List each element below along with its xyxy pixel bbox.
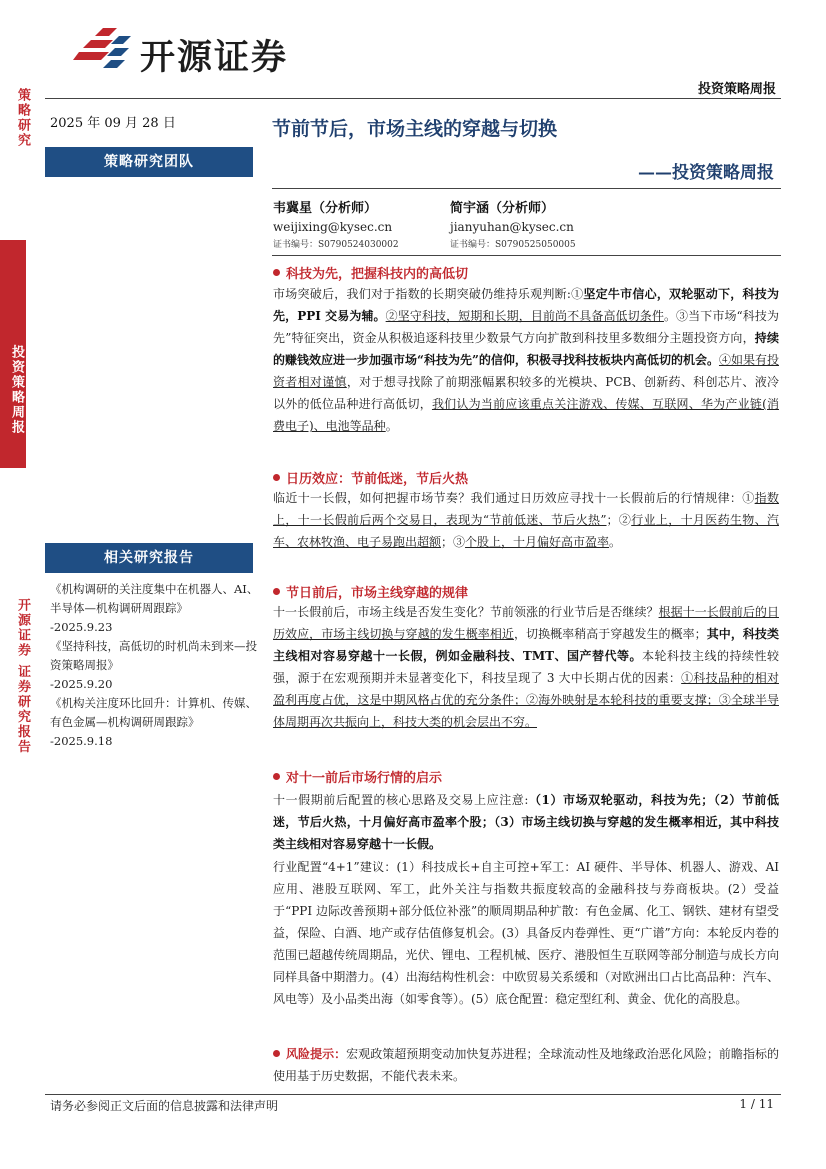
- title-divider: [272, 188, 781, 189]
- section-heading: 科技为先，把握科技内的高低切: [273, 263, 468, 282]
- bullet-icon: [273, 1050, 280, 1057]
- analyst-divider: [272, 255, 781, 256]
- brand-name: 开源证券: [140, 38, 289, 78]
- analyst-card: [450, 200, 576, 254]
- related-report-item[interactable]: 《坚持科技，高低切的时机尚未到来—投资策略周报》 -2025.9.20: [50, 639, 257, 691]
- section-heading: 节日前后，市场主线穿越的规律: [273, 582, 468, 601]
- analyst-card: [273, 200, 399, 254]
- section-heading: 对十一前后市场行情的启示: [273, 767, 442, 786]
- report-subtitle: ——投资策略周报: [638, 163, 774, 183]
- analyst-email[interactable]: weijixing@kysec.cn: [273, 220, 393, 234]
- footer-divider: [45, 1094, 781, 1095]
- section-paragraph: 十一长假前后，市场主线是否发生变化？节前领涨的行业节后是否继续？根据十一长假前后的日历效应，市场主线切换与穿越的发生概率相近，切换概率稍高于穿越发生的概率；其中，科技类主线相对容易穿越十一长假，例如金融科技、TMT、国产替代等。本轮科技主线的持续性较强，源于在宏观预期并未显著变化下，科技呈现了 3 大中长期占优的因素：①科技品种的相对盈利再度占优，这是中期风格占优的充分条件；②海外映射是本轮科技的重要支撑；③全球半导体周期再次共振向上，科技大类的机会层出不穷。: [273, 605, 779, 729]
- side-tab-strategy: 策略研究: [15, 88, 30, 148]
- report-type-label: 投资策略周报: [697, 82, 776, 97]
- page-number: 1 / 11: [739, 1097, 774, 1111]
- side-tab-weekly-label: 投资策略周报: [9, 345, 24, 435]
- section-paragraph: 市场突破后，我们对于指数的长期突破仍维持乐观判断:①坚定牛市信心，双轮驱动下，科技为先，PPI 交易为辅。②坚守科技，短期和长期，目前尚不具备高低切条件。③当下市场“科技为先”特征突出，资金从积极追逐科技里少数景气方向扩散到科技里多数细分主题投资方向，持续的赚钱效应进一步加强市场“科技为先”的信仰，积极寻找科技板块内高低切的机会。④如果有投资者相对谨慎，对于想寻找除了前期涨幅累积较多的光模块、PCB、创新药、科创芯片、液冷以外的低位品种进行高低切，我们认为当前应该重点关注游戏、传媒、互联网、华为产业链(消费电子)、电池等品种。: [273, 287, 779, 433]
- analyst-email[interactable]: jianyuhan@kysec.cn: [450, 220, 574, 234]
- bullet-icon: [273, 474, 280, 481]
- related-report-item[interactable]: 《机构调研的关注度集中在机器人、AI、半导体—机构调研周跟踪》 -2025.9.23: [50, 582, 259, 634]
- related-reports-list: [50, 580, 260, 751]
- report-date: 2025 年 09 月 28 日: [50, 116, 176, 131]
- section-heading: 日历效应：节前低迷，节后火热: [273, 468, 468, 487]
- brand-logo-icon: [73, 26, 131, 72]
- bullet-icon: [273, 773, 280, 780]
- team-label: 策略研究团队: [45, 147, 253, 177]
- report-title: 节前节后，市场主线的穿越与切换: [272, 118, 558, 140]
- section-paragraph: 十一假期前后配置的核心思路及交易上应注意:（1）市场双轮驱动，科技为先；（2）节前低迷，节后火热，十月偏好高市盈率个股；（3）市场主线切换与穿越的发生概率相近，其中科技类主线相对容易穿越十一长假。: [273, 793, 780, 851]
- side-tab-brand: 开源证券 证券研究报告: [15, 598, 30, 755]
- footer-disclaimer: 请务必参阅正文后面的信息披露和法律声明: [50, 1099, 279, 1113]
- analyst-name: 韦冀星（分析师）: [273, 201, 378, 216]
- bullet-icon: [273, 588, 280, 595]
- related-report-item[interactable]: 《机构关注度环比回升：计算机、传媒、有色金属—机构调研周跟踪》 -2025.9.18: [50, 696, 257, 748]
- side-tab-weekly: [0, 240, 26, 468]
- analyst-name: 简宇涵（分析师）: [450, 201, 555, 216]
- bullet-icon: [273, 269, 280, 276]
- section-paragraph: 临近十一长假，如何把握市场节奏？我们通过日历效应寻找十一长假前后的行情规律：①指数上，十一长假前后两个交易日，表现为“节前低迷、节后火热”；②行业上，十月医药生物、汽车、农林牧渔、电子易跑出超额；③个股上，十月偏好高市盈率。: [273, 491, 779, 549]
- analyst-cert: 证书编号：S0790525050005: [450, 240, 576, 250]
- related-reports-label: 相关研究报告: [45, 543, 253, 573]
- analyst-cert: 证书编号：S0790524030002: [273, 240, 399, 250]
- risk-note: 风险提示：宏观政策超预期变动加快复苏进程；全球流动性及地缘政治恶化风险；前瞻指标的使用基于历史数据，不能代表未来。: [273, 1047, 779, 1083]
- header-divider: [45, 98, 781, 99]
- section-paragraph: 行业配置“4+1”建议：(1）科技成长+自主可控+军工：AI 硬件、半导体、机器人、游戏、AI 应用、港股互联网、军工，此外关注与指数共振度较高的金融科技与券商板块。(2）受益于“PPI 边际改善预期+部分低位补涨”的顺周期品种扩散：有色金属、化工、钢铁、建材有望受益，保险、白酒、地产或存估值修复机会。(3）具备反内卷弹性、更“广谱”方向：本轮反内卷的范围已超越传统周期品，光伏、锂电、工程机械、医疗、港股恒生互联网等部分制造与成长方向同样具备中期潜力。(4）出海结构性机会：中欧贸易关系缓和（对欧洲出口占比高品种：汽车、风电等）及小品类出海（如零食等）。(5）底仓配置：稳定型红利、黄金、优化的高股息。: [273, 860, 779, 1006]
